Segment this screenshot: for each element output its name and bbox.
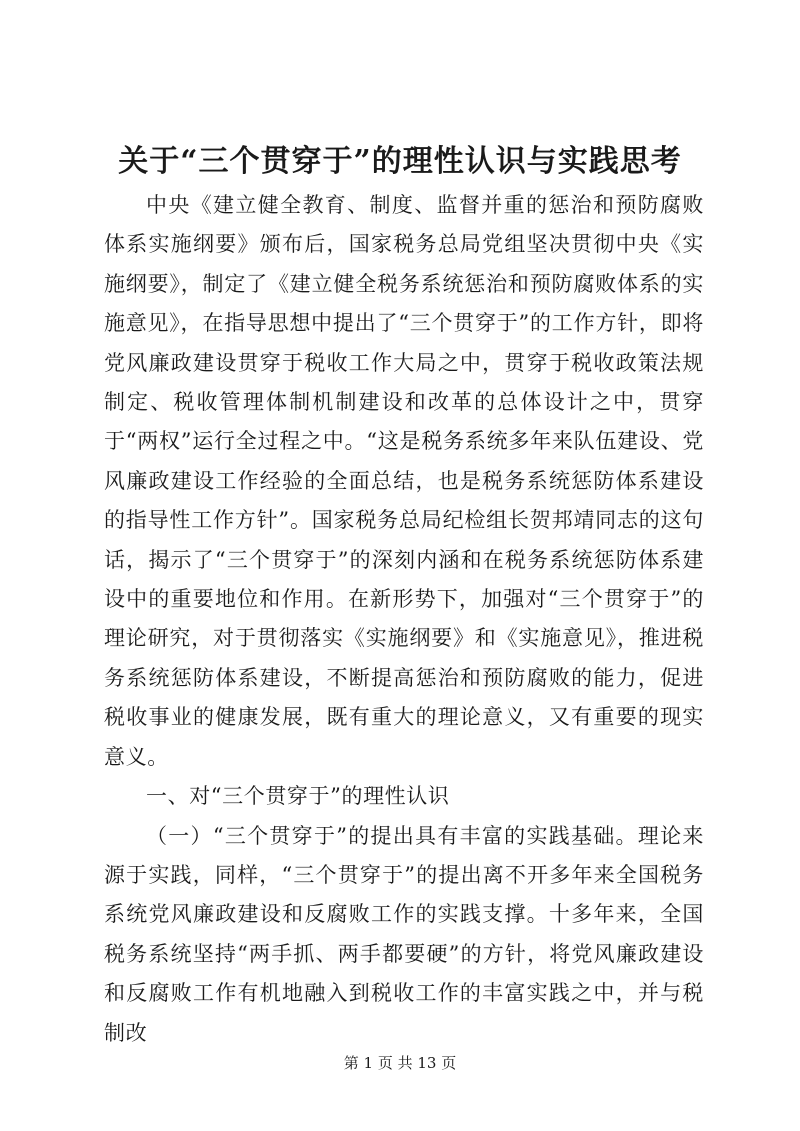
intro-paragraph: 中央《建立健全教育、制度、监督并重的惩治和预防腐败体系实施纲要》颁布后，国家税务总局党组坚决贯彻中央《实施纲要》，制定了《建立健全税务系统惩治和预防腐败体系的实施意见》，在指导思想中提出了“三个贯穿于”的工作方针，即将党风廉政建设贯穿于税收工作大局之中，贯穿于税收政策法规制定、税收管理体制机制建设和改革的总体设计之中，贯穿于“两权”运行全过程之中。“这是税务系统多年来队伍建设、党风廉政建设工作经验的全面总结，也是税务系统惩防体系建设的指导性工作方针”。国家税务总局纪检组长贺邦靖同志的这句话，揭示了“三个贯穿于”的深刻内涵和在税务系统惩防体系建设中的重要地位和作用。在新形势下，加强对“三个贯穿于”的理论研究，对于贯彻落实《实施纲要》和《实施意见》，推进税务系统惩防体系建设，不断提高惩治和预防腐败的能力，促进税收事业的健康发展，既有重大的理论意义，又有重要的现实意义。 [104,193,704,769]
page-footer: 第 1 页 共 13 页 [343,1054,457,1072]
document-title: 关于“三个贯穿于”的理性认识与实践思考 [118,144,682,179]
section-heading: 一、对“三个贯穿于”的理性认识 [146,784,450,809]
document-body [104,186,704,1053]
subsection-paragraph: （一）“三个贯穿于”的提出具有丰富的实践基础。理论来源于实践，同样，“三个贯穿于”的提出离不开多年来全国税务系统党风廉政建设和反腐败工作的实践支撑。十多年来，全国税务系统坚持“两手抓、两手都要硬”的方针，将党风廉政建设和反腐败工作有机地融入到税收工作的丰富实践之中，并与税制改 [104,823,704,1045]
